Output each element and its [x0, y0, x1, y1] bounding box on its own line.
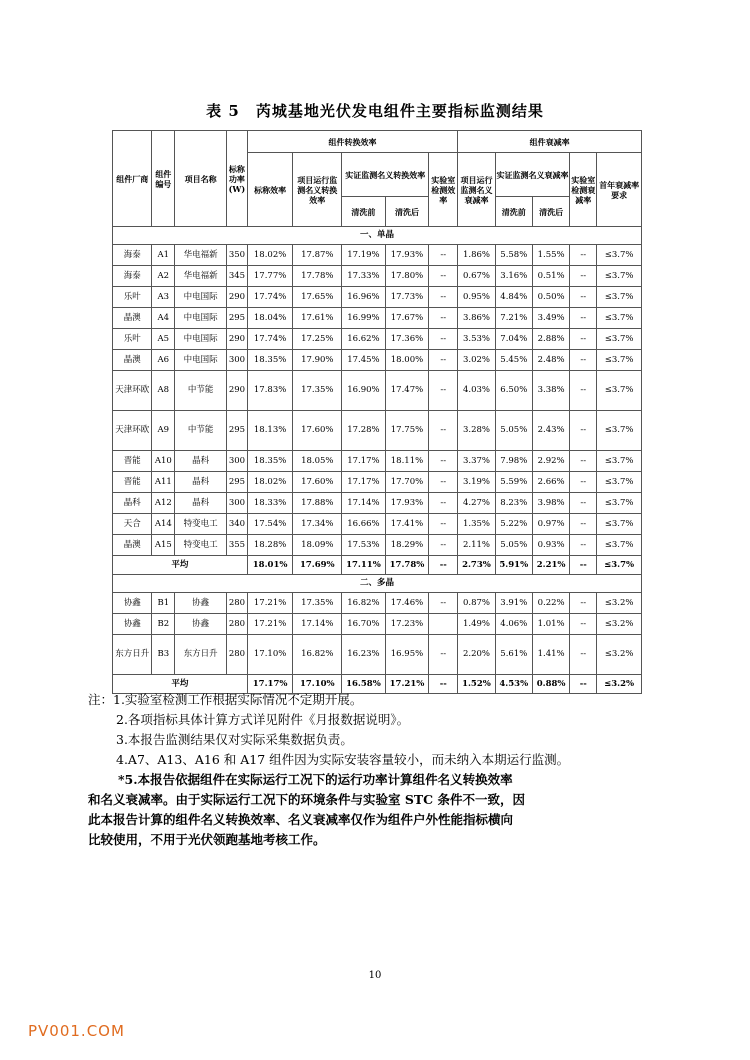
table-cell: 290	[227, 371, 248, 411]
table-cell: 晶澳	[113, 535, 152, 556]
table-cell: 3.53%	[458, 329, 495, 350]
table-cell: 16.96%	[342, 287, 386, 308]
table-cell: A11	[152, 472, 175, 493]
watermark: PV001.COM	[28, 1022, 125, 1040]
table-cell: 17.34%	[293, 514, 342, 535]
table-cell: 17.45%	[342, 350, 386, 371]
table-cell: ≤3.7%	[597, 472, 642, 493]
table-cell: 1.35%	[458, 514, 495, 535]
average-cell: 16.58%	[342, 675, 386, 694]
table-cell: 乐叶	[113, 329, 152, 350]
note-5-line-4: 比较使用，不用于光伏领跑基地考核工作。	[88, 832, 326, 847]
table-cell: 280	[227, 593, 248, 614]
table-cell: 5.45%	[495, 350, 532, 371]
header-conversion-group: 组件转换效率	[247, 131, 458, 153]
table-cell: ≤3.7%	[597, 308, 642, 329]
table-cell: ≤3.7%	[597, 451, 642, 472]
header-before-clean: 清洗前	[342, 197, 386, 227]
table-cell: 17.47%	[385, 371, 429, 411]
table-cell: 天津环欧	[113, 411, 152, 451]
table-cell: --	[429, 350, 458, 371]
table-cell: 0.51%	[532, 266, 569, 287]
table-cell: 乐叶	[113, 287, 152, 308]
header-code: 组件编号	[152, 131, 175, 227]
table-cell: 特变电工	[175, 514, 227, 535]
table-cell: 17.35%	[293, 593, 342, 614]
table-cell: 中节能	[175, 371, 227, 411]
table-row	[113, 614, 642, 635]
table-cell: ≤3.7%	[597, 287, 642, 308]
table-cell: --	[429, 411, 458, 451]
header-rated-power: 标称功率(W)	[227, 131, 248, 227]
table-cell: 6.50%	[495, 371, 532, 411]
header-manufacturer: 组件厂商	[113, 131, 152, 227]
table-cell: --	[429, 287, 458, 308]
header-lab-conversion: 实验室检测效率	[429, 153, 458, 227]
table-cell: 280	[227, 614, 248, 635]
header-after-clean: 清洗后	[532, 197, 569, 227]
table-cell: --	[570, 266, 597, 287]
table-cell: 17.41%	[385, 514, 429, 535]
table-cell: ≤3.7%	[597, 493, 642, 514]
note-1: 注：1.实验室检测工作根据实际情况不定期开展。	[88, 692, 363, 707]
table-cell: ≤3.7%	[597, 535, 642, 556]
average-cell: --	[570, 556, 597, 575]
table-cell: 18.35%	[247, 451, 293, 472]
table-cell: A3	[152, 287, 175, 308]
table-cell: 280	[227, 635, 248, 675]
average-cell: ≤3.7%	[597, 556, 642, 575]
table-row	[113, 266, 642, 287]
table-row	[113, 635, 642, 675]
table-cell: ≤3.7%	[597, 329, 642, 350]
table-cell: 17.35%	[293, 371, 342, 411]
table-cell: --	[570, 514, 597, 535]
table-cell: 350	[227, 245, 248, 266]
table-cell: 16.66%	[342, 514, 386, 535]
table-cell: B2	[152, 614, 175, 635]
table-cell: 4.03%	[458, 371, 495, 411]
average-cell: --	[429, 556, 458, 575]
section-row	[113, 575, 642, 593]
table-cell: 355	[227, 535, 248, 556]
average-cell: 0.88%	[532, 675, 569, 694]
table-cell: 1.01%	[532, 614, 569, 635]
note-5-line-2: 和名义衰减率。由于实际运行工况下的环境条件与实验室 STC 条件不一致，因	[88, 792, 525, 807]
average-cell: --	[429, 675, 458, 694]
table-cell: 1.41%	[532, 635, 569, 675]
table-cell: 0.67%	[458, 266, 495, 287]
table-row	[113, 472, 642, 493]
table-cell: 7.04%	[495, 329, 532, 350]
table-cell: --	[429, 535, 458, 556]
table-cell: 海泰	[113, 245, 152, 266]
table-cell: 协鑫	[175, 614, 227, 635]
table-cell: 2.11%	[458, 535, 495, 556]
table-cell: A6	[152, 350, 175, 371]
table-cell: 17.74%	[247, 329, 293, 350]
table-cell: B3	[152, 635, 175, 675]
table-cell: 300	[227, 451, 248, 472]
table-cell: 17.36%	[385, 329, 429, 350]
table-cell: --	[570, 593, 597, 614]
table-cell: --	[429, 451, 458, 472]
table-cell: ≤3.2%	[597, 635, 642, 675]
table-row	[113, 593, 642, 614]
table-row	[113, 411, 642, 451]
table-cell: ≤3.7%	[597, 350, 642, 371]
table-cell: 1.49%	[458, 614, 495, 635]
table-cell: 3.16%	[495, 266, 532, 287]
table-cell: 2.92%	[532, 451, 569, 472]
table-row	[113, 535, 642, 556]
table-cell: 7.98%	[495, 451, 532, 472]
table-cell: 17.67%	[385, 308, 429, 329]
results-table	[112, 130, 642, 694]
average-cell: 17.11%	[342, 556, 386, 575]
table-cell: 3.02%	[458, 350, 495, 371]
table-cell: 17.10%	[247, 635, 293, 675]
table-cell: 16.23%	[342, 635, 386, 675]
table-cell: 290	[227, 287, 248, 308]
table-cell: 2.66%	[532, 472, 569, 493]
header-verified-conversion: 实证监测名义转换效率	[342, 153, 429, 197]
table-cell: 2.20%	[458, 635, 495, 675]
table-cell: 295	[227, 411, 248, 451]
table-cell: 1.86%	[458, 245, 495, 266]
note-2: 2.各项指标具体计算方式详见附件《月报数据说明》。	[116, 712, 410, 727]
table-cell: 5.59%	[495, 472, 532, 493]
table-cell: 17.60%	[293, 472, 342, 493]
table-cell: --	[429, 266, 458, 287]
table-cell: --	[429, 371, 458, 411]
table-cell: 295	[227, 308, 248, 329]
table-cell: 18.02%	[247, 245, 293, 266]
table-cell: 5.58%	[495, 245, 532, 266]
table-cell: 17.73%	[385, 287, 429, 308]
table-cell: 17.25%	[293, 329, 342, 350]
table-cell: 18.13%	[247, 411, 293, 451]
table-cell: 中节能	[175, 411, 227, 451]
table-cell: 2.88%	[532, 329, 569, 350]
table-cell: ≤3.2%	[597, 593, 642, 614]
table-cell: 300	[227, 350, 248, 371]
table-cell: 18.00%	[385, 350, 429, 371]
table-cell: ≤3.7%	[597, 411, 642, 451]
section-title: 一、单晶	[113, 227, 642, 245]
table-cell: 17.77%	[247, 266, 293, 287]
table-cell: 0.97%	[532, 514, 569, 535]
table-cell: 2.43%	[532, 411, 569, 451]
table-cell: ≤3.7%	[597, 266, 642, 287]
table-cell: 18.35%	[247, 350, 293, 371]
table-cell: 18.05%	[293, 451, 342, 472]
table-cell: 16.82%	[342, 593, 386, 614]
table-cell: --	[429, 514, 458, 535]
notes	[88, 690, 648, 850]
table-cell: 17.46%	[385, 593, 429, 614]
table-cell: 天合	[113, 514, 152, 535]
table-cell: 0.22%	[532, 593, 569, 614]
table-cell: A15	[152, 535, 175, 556]
table-cell: 华电福新	[175, 245, 227, 266]
header-nominal-efficiency: 标称效率	[247, 153, 293, 227]
average-row	[113, 556, 642, 575]
table-cell: 天津环欧	[113, 371, 152, 411]
average-cell: 4.53%	[495, 675, 532, 694]
average-cell: 17.10%	[293, 675, 342, 694]
table-cell: A9	[152, 411, 175, 451]
table-cell: ≤3.7%	[597, 245, 642, 266]
table-cell: 17.14%	[342, 493, 386, 514]
table-cell: 3.49%	[532, 308, 569, 329]
table-cell: --	[429, 472, 458, 493]
table-cell: 晶科	[175, 451, 227, 472]
table-cell: ≤3.2%	[597, 614, 642, 635]
table-cell: 17.90%	[293, 350, 342, 371]
table-cell: --	[570, 635, 597, 675]
table-cell: --	[570, 451, 597, 472]
table-cell: 晶科	[175, 493, 227, 514]
table-cell: 16.70%	[342, 614, 386, 635]
table-cell: --	[429, 593, 458, 614]
table-cell: 300	[227, 493, 248, 514]
table-cell: 17.80%	[385, 266, 429, 287]
table-row	[113, 308, 642, 329]
table-cell: --	[429, 245, 458, 266]
table-cell: 340	[227, 514, 248, 535]
table-cell: 17.83%	[247, 371, 293, 411]
table-cell: 晶澳	[113, 308, 152, 329]
table-cell: 中电国际	[175, 329, 227, 350]
table-cell: 3.37%	[458, 451, 495, 472]
table-cell: 0.87%	[458, 593, 495, 614]
average-label: 平均	[113, 675, 248, 694]
table-cell: 3.98%	[532, 493, 569, 514]
average-cell: 5.91%	[495, 556, 532, 575]
average-label: 平均	[113, 556, 248, 575]
header-project-attenuation: 项目运行监测名义衰减率	[458, 153, 495, 227]
table-cell: 0.50%	[532, 287, 569, 308]
table-cell: 18.09%	[293, 535, 342, 556]
table-cell: 4.27%	[458, 493, 495, 514]
table-cell: 17.54%	[247, 514, 293, 535]
table-cell: A2	[152, 266, 175, 287]
table-row	[113, 287, 642, 308]
table-cell: 17.17%	[342, 451, 386, 472]
header-first-year-requirement: 首年衰减率要求	[597, 153, 642, 227]
note-5-line-3: 此本报告计算的组件名义转换效率、名义衰减率仅作为组件户外性能指标横向	[88, 812, 514, 827]
table-cell: 18.33%	[247, 493, 293, 514]
note-5-line-1: *5.本报告依据组件在实际运行工况下的运行功率计算组件名义转换效率	[118, 772, 513, 787]
table-cell: --	[570, 614, 597, 635]
header-project-conversion: 项目运行监测名义转换效率	[293, 153, 342, 227]
table-cell: 3.86%	[458, 308, 495, 329]
average-cell: --	[570, 675, 597, 694]
average-cell: 1.52%	[458, 675, 495, 694]
table-cell: 0.93%	[532, 535, 569, 556]
table-cell: --	[570, 411, 597, 451]
table-cell: 17.19%	[342, 245, 386, 266]
table-cell: --	[429, 493, 458, 514]
table-cell	[429, 614, 458, 635]
table-cell: 18.11%	[385, 451, 429, 472]
table-cell: 东方日升	[113, 635, 152, 675]
table-cell: 16.99%	[342, 308, 386, 329]
table-row	[113, 245, 642, 266]
header-project: 项目名称	[175, 131, 227, 227]
table-cell: 17.61%	[293, 308, 342, 329]
table-cell: --	[570, 329, 597, 350]
table-row	[113, 493, 642, 514]
table-cell: 5.22%	[495, 514, 532, 535]
average-cell: 17.78%	[385, 556, 429, 575]
table-cell: --	[429, 308, 458, 329]
average-cell: 17.17%	[247, 675, 293, 694]
table-cell: ≤3.7%	[597, 371, 642, 411]
table-cell: 17.87%	[293, 245, 342, 266]
table-cell: --	[570, 350, 597, 371]
table-cell: 17.53%	[342, 535, 386, 556]
average-cell: ≤3.2%	[597, 675, 642, 694]
table-cell: 协鑫	[113, 614, 152, 635]
table-cell: 16.82%	[293, 635, 342, 675]
table-cell: 17.33%	[342, 266, 386, 287]
table-row	[113, 350, 642, 371]
table-cell: 17.14%	[293, 614, 342, 635]
table-cell: 17.21%	[247, 614, 293, 635]
table-row	[113, 451, 642, 472]
table-title: 表 5 芮城基地光伏发电组件主要指标监测结果	[206, 102, 544, 120]
table-cell: 17.75%	[385, 411, 429, 451]
average-cell: 2.21%	[532, 556, 569, 575]
table-cell: 17.60%	[293, 411, 342, 451]
table-cell: 中电国际	[175, 287, 227, 308]
table-cell: 0.95%	[458, 287, 495, 308]
table-cell: 3.38%	[532, 371, 569, 411]
page-number: 10	[368, 970, 382, 981]
note-3: 3.本报告监测结果仅对实际采集数据负责。	[116, 732, 353, 747]
table-cell: --	[570, 371, 597, 411]
table-cell: B1	[152, 593, 175, 614]
table-row	[113, 371, 642, 411]
table-cell: 295	[227, 472, 248, 493]
table-cell: A8	[152, 371, 175, 411]
table-cell: 东方日升	[175, 635, 227, 675]
table-cell: 3.19%	[458, 472, 495, 493]
table-cell: A14	[152, 514, 175, 535]
average-cell: 17.69%	[293, 556, 342, 575]
table-cell: 17.88%	[293, 493, 342, 514]
table-cell: --	[570, 287, 597, 308]
table-cell: 3.28%	[458, 411, 495, 451]
table-cell: A5	[152, 329, 175, 350]
table-cell: 4.06%	[495, 614, 532, 635]
table-cell: 2.48%	[532, 350, 569, 371]
average-cell: 17.21%	[385, 675, 429, 694]
table-cell: 4.84%	[495, 287, 532, 308]
table-cell: 16.95%	[385, 635, 429, 675]
table-cell: 3.91%	[495, 593, 532, 614]
table-row	[113, 329, 642, 350]
table-cell: A10	[152, 451, 175, 472]
table-cell: 17.65%	[293, 287, 342, 308]
table-cell: --	[570, 472, 597, 493]
table-cell: 18.04%	[247, 308, 293, 329]
table-cell: 中电国际	[175, 350, 227, 371]
table-cell: --	[570, 308, 597, 329]
table-cell: 16.90%	[342, 371, 386, 411]
table-cell: 5.05%	[495, 535, 532, 556]
table-cell: 17.23%	[385, 614, 429, 635]
table-cell: 17.17%	[342, 472, 386, 493]
table-cell: 345	[227, 266, 248, 287]
table-cell: 5.05%	[495, 411, 532, 451]
table-cell: 特变电工	[175, 535, 227, 556]
header-lab-attenuation: 实验室检测衰减率	[570, 153, 597, 227]
header-before-clean: 清洗前	[495, 197, 532, 227]
table-cell: --	[570, 493, 597, 514]
table-cell: 晋能	[113, 451, 152, 472]
table-cell: 17.93%	[385, 493, 429, 514]
table-cell: --	[429, 635, 458, 675]
table-cell: --	[570, 245, 597, 266]
header-verified-attenuation: 实证监测名义衰减率	[495, 153, 570, 197]
average-cell: 2.73%	[458, 556, 495, 575]
table-cell: ≤3.7%	[597, 514, 642, 535]
section-row	[113, 227, 642, 245]
table-cell: A4	[152, 308, 175, 329]
table-cell: 17.78%	[293, 266, 342, 287]
table-cell: 海泰	[113, 266, 152, 287]
table-cell: 17.93%	[385, 245, 429, 266]
table-cell: 18.29%	[385, 535, 429, 556]
table-cell: --	[570, 535, 597, 556]
table-cell: 协鑫	[113, 593, 152, 614]
table-cell: A1	[152, 245, 175, 266]
table-cell: 7.21%	[495, 308, 532, 329]
average-cell: 18.01%	[247, 556, 293, 575]
table-cell: 17.21%	[247, 593, 293, 614]
table-cell: 5.61%	[495, 635, 532, 675]
table-cell: 晋能	[113, 472, 152, 493]
table-cell: 17.70%	[385, 472, 429, 493]
table-cell: 16.62%	[342, 329, 386, 350]
table-cell: 晶科	[175, 472, 227, 493]
table-cell: 290	[227, 329, 248, 350]
note-4: 4.A7、A13、A16 和 A17 组件因为实际安装容量较小，而未纳入本期运行监测。	[116, 752, 570, 767]
table-cell: 17.28%	[342, 411, 386, 451]
table-cell: 华电福新	[175, 266, 227, 287]
table-cell: 协鑫	[175, 593, 227, 614]
table-cell: 18.28%	[247, 535, 293, 556]
table-cell: 17.74%	[247, 287, 293, 308]
table-cell: 8.23%	[495, 493, 532, 514]
table-row	[113, 514, 642, 535]
header-attenuation-group: 组件衰减率	[458, 131, 642, 153]
table-cell: 1.55%	[532, 245, 569, 266]
header-after-clean: 清洗后	[385, 197, 429, 227]
table-cell: 18.02%	[247, 472, 293, 493]
table-cell: 晶澳	[113, 350, 152, 371]
table-cell: --	[429, 329, 458, 350]
table-cell: A12	[152, 493, 175, 514]
section-title: 二、多晶	[113, 575, 642, 593]
table-cell: 中电国际	[175, 308, 227, 329]
table-cell: 晶科	[113, 493, 152, 514]
